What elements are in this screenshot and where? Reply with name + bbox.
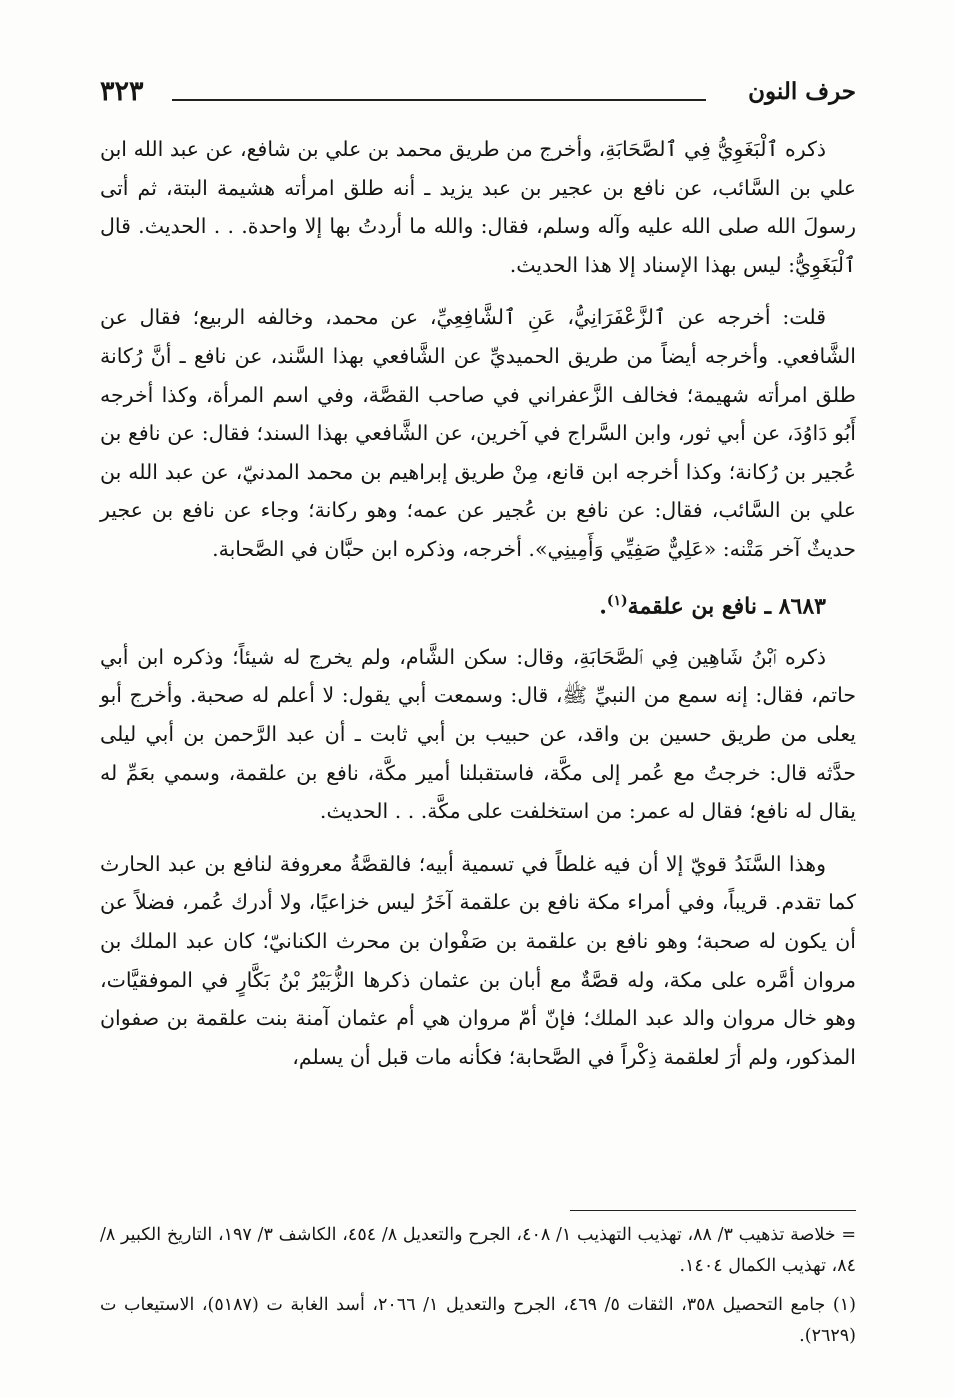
paragraph: وهذا السَّنَدُ قويّ إلا أن فيه غلطاً في تسمية أبيه؛ فالقصَّةُ معروفة لنافع بن عبد الحارث كما تقدم. قريباً، وفي أمراء مكة نافع بن علقمة آخَرُ ليس خزاعيًا، ولا أدرك عُمر، فضلاً عن أن يكون له صحبة؛ وهو نافع بن علقمة بن صَفْوان بن محرث الكنانيّ؛ كان عبد الملك بن مروان أمَّره على مكة، وله قصَّةٌ مع أبان بن عثمان ذكرها الزُّبَيْرُ بْنُ بَكَّارٍ في الموفقيَّات، وهو خال مروان والد عبد الملك؛ فإنّ أمّ مروان هي أم عثمان آمنة بنت علقمة بن صفوان المذكور، ولم أرَ لعلقمة ذِكْراً في الصَّحابة؛ فكأنه مات قبل أن يسلم، <box>100 851 856 1069</box>
footnote: = خلاصة تذهيب ٣/ ٨٨، تهذيب التهذيب ١/ ٤٠٨، الجرح والتعديل ٨/ ٤٥٤، الكاشف ٣/ ١٩٧، التاريخ الكبير ٨/ ٨٤، تهذيب الكمال ١٤٠٤. <box>100 1225 857 1276</box>
page-number: ٣٢٣ <box>100 76 144 107</box>
entry-title-end: . <box>599 592 607 619</box>
page-body <box>100 130 856 1076</box>
footnotes <box>100 1220 856 1360</box>
header-rule <box>172 99 706 101</box>
entry-title: ٨٦٨٣ ـ نافع بن علقمة <box>627 592 826 619</box>
footnote-separator <box>570 1210 856 1211</box>
footnote-ref: (١) <box>606 592 628 609</box>
paragraph: ذكره ٱبْنُ شَاهِين فِي ٱلصَّحَابَةِ، وقال: سكن الشَّام، ولم يخرج له شيئاً؛ وذكره ابن أبي حاتم، فقال: إنه سمع من النبيِّ ﷺ، قال: وسمعت أبي يقول: لا أعلم له صحبة. وأخرج أبو يعلى من طريق حسين بن واقد، عن حبيب بن أبي ثابت ـ أن عبد الرَّحمن بن أبي ليلى حدَّثه قال: خرجتُ مع عُمر إلى مكَّة، فاستقبلنا أمير مكَّة، نافع بن علقمة، وسمي بعَمِّ له يقال له نافع؛ فقال له عمر: من استخلفت على مكَّة. . . الحديث. <box>100 644 856 824</box>
chapter-title: حرف النون <box>748 78 856 105</box>
page-header <box>100 78 856 114</box>
footnote: (١) جامع التحصيل ٣٥٨، الثقات ٥/ ٤٦٩، الجرح والتعديل ١/ ٢٠٦٦، أسد الغابة ت (٥١٨٧)، الاستيعاب ت (٢٦٢٩). <box>100 1295 856 1346</box>
entry-heading <box>100 581 856 626</box>
paragraph: قلت: أخرجه عن ٱلزَّعْفَرَانِيُّ، عَنِ ٱلشَّافِعِيِّ، عن محمد، وخالفه الربيع؛ فقال عن الشَّافعي. وأخرجه أيضاً من طريق الحميديِّ عن الشَّافعي بهذا السَّند، عن نافع ـ أنَّ رُكانة طلق امرأته شهيمة؛ فخالف الزَّعفراني في صاحب القصَّة، وفي اسم المرأة، وكذا أخرجه أَبُو دَاوُدَ، عن أبي ثور، وابن السَّراج في آخرين، عن الشَّافعي بهذا السند؛ فقال: عن نافع بن عُجير بن رُكانة؛ وكذا أخرجه ابن قانع، مِنْ طريق إبراهيم بن محمد المدنيّ، عن عبد الله بن علي بن السَّائب، فقال: عن نافع بن عُجير عن عمه؛ وهو ركانة؛ وجاء عن نافع بن عجير حديثٌ آخر مَتْنه: «عَلِيٌّ صَفِيِّي وَأَمِينِي». أخرجه، وذكره ابن حبَّان في الصَّحابة. <box>100 305 856 561</box>
paragraph: ذكره ٱلْبَغَوِيُّ فِي ٱلصَّحَابَةِ، وأخرج من طريق محمد بن علي بن شافع، عن عبد الله ابن علي بن السَّائب، عن نافع بن عجير بن عبد يزيد ـ أنه طلق امرأته هشيمة البتة، ثم أتى رسولَ الله صلى الله عليه وآله وسلم، فقال: والله ما أردتُ بها إلا واحدة. . . الحديث. قال ٱلْبَغَوِيُّ: ليس بهذا الإسناد إلا هذا الحديث. <box>100 137 856 277</box>
